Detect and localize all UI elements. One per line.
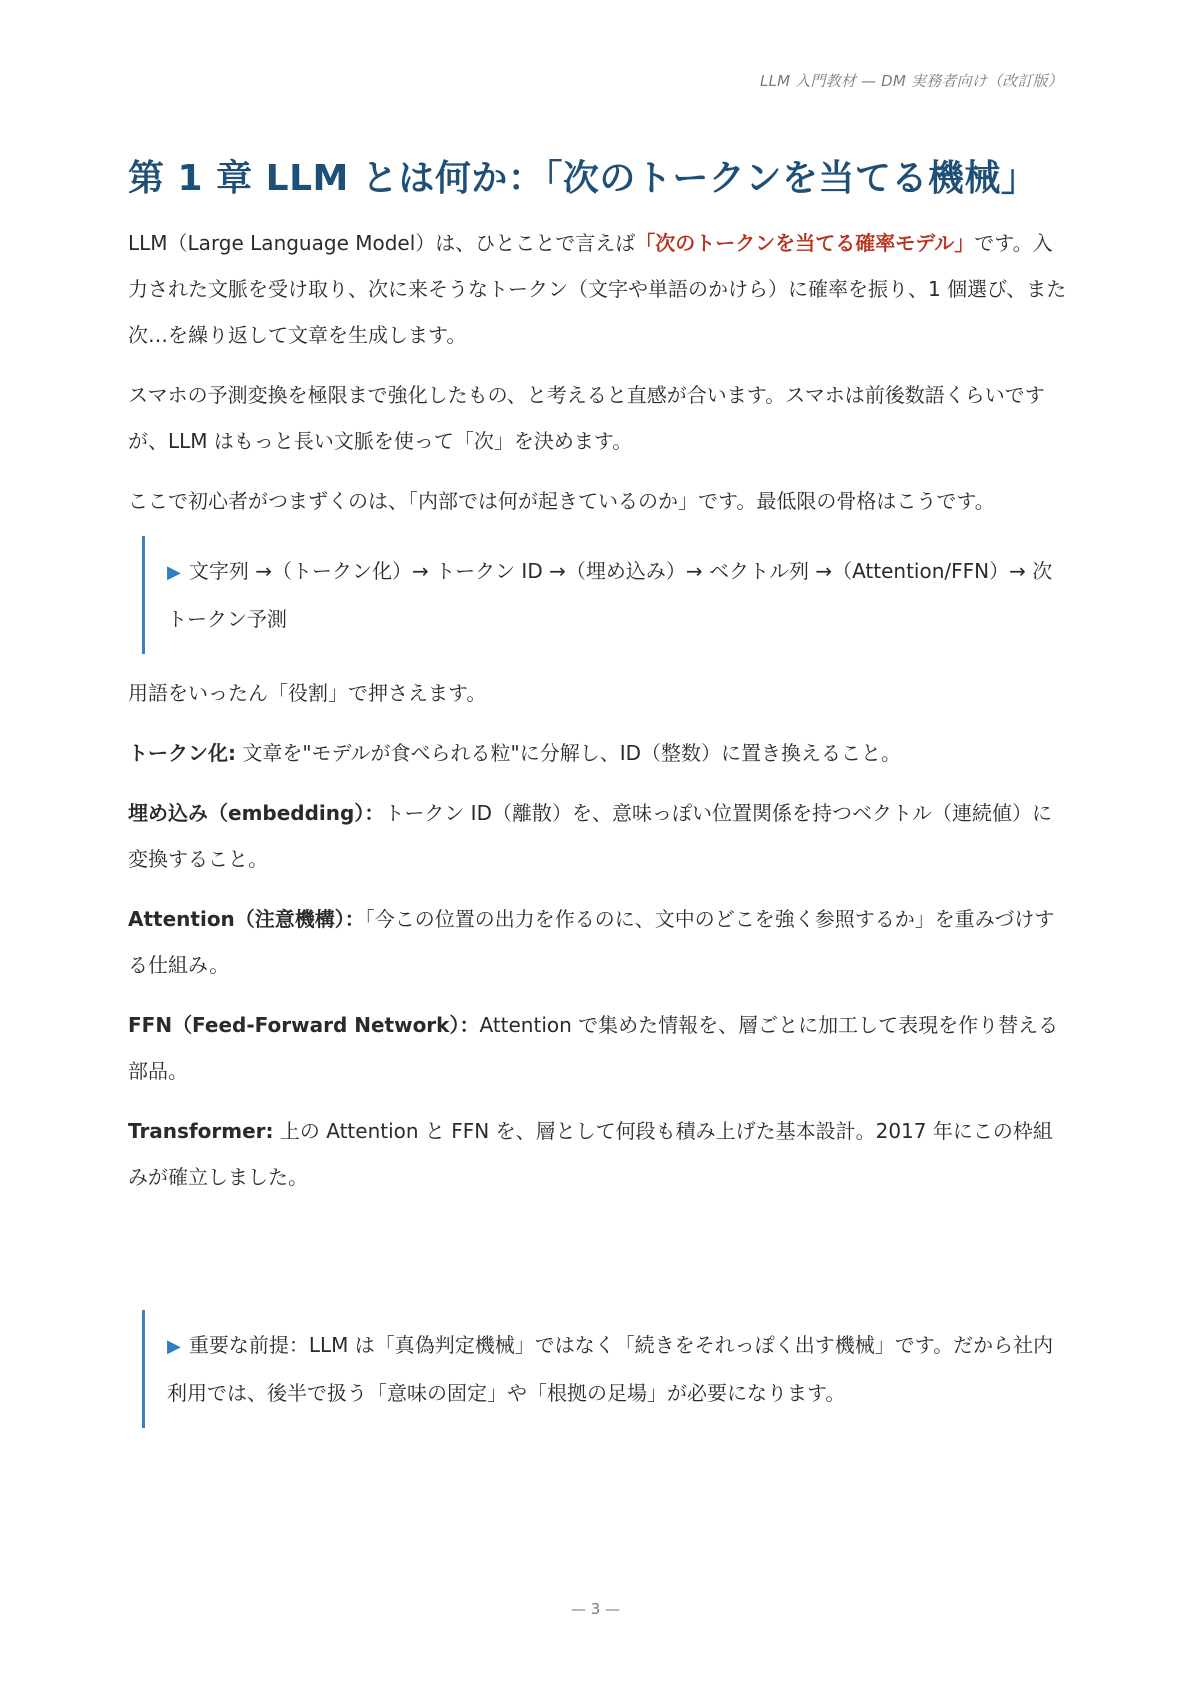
intro-paragraph-1 <box>128 220 1068 358</box>
premise-text: 重要な前提：LLM は「真偽判定機械」ではなく「続きをそれっぽく出す機械」です。だから社内利用では、後半で扱う「意味の固定」や「根拠の足場」が必要になります。 <box>167 1333 1054 1405</box>
term-label: トークン化: <box>128 741 236 765</box>
term-embedding <box>128 790 1068 882</box>
term-label: Transformer: <box>128 1119 274 1143</box>
term-label: Attention（注意機構）： <box>128 907 365 931</box>
term-description: 上の Attention と FFN を、層として何段も積み上げた基本設計。2017 年にこの枠組みが確立しました。 <box>128 1119 1053 1189</box>
body-text <box>128 220 1068 524</box>
intro-paragraph-2: スマホの予測変換を極限まで強化したもの、と考えると直感が合います。スマホは前後数語くらいですが、LLM はもっと長い文脈を使って「次」を決めます。 <box>128 383 1045 453</box>
running-header: LLM 入門教材 — DM 実務者向け（改訂版） <box>759 72 1063 90</box>
terms-intro: 用語をいったん「役割」で押さえます。 <box>128 681 487 705</box>
term-transformer <box>128 1108 1068 1200</box>
pipeline-text: 文字列 →（トークン化）→ トークン ID →（埋め込み）→ ベクトル列 →（Attention/FFN）→ 次トークン予測 <box>167 559 1053 631</box>
term-tokenization <box>128 730 1068 776</box>
term-attention <box>128 896 1068 988</box>
terms-section <box>128 670 1068 1200</box>
term-description: Attention で集めた情報を、層ごとに加工して表現を作り替える部品。 <box>128 1013 1059 1083</box>
intro-paragraph-3: ここで初心者がつまずくのは、「内部では何が起きているのか」です。最低限の骨格はこうです。 <box>128 489 995 513</box>
pipeline-callout <box>142 536 1067 654</box>
term-description: 文章を"モデルが食べられる粒"に分解し、ID（整数）に置き換えること。 <box>236 741 902 765</box>
term-description: 「今この位置の出力を作るのに、文中のどこを強く参照するか」を重みづけする仕組み。 <box>128 907 1055 977</box>
triangle-bullet-icon: ▶ <box>167 562 181 583</box>
key-definition-highlight: 「次のトークンを当てる確率モデル」 <box>635 231 975 255</box>
intro-text-after: です。入力された文脈を受け取り、次に来そうなトークン（文字や単語のかけら）に確率を振り、1 個選び、また次…を繰り返して文章を生成します。 <box>128 231 1067 347</box>
term-description: トークン ID（離散）を、意味っぽい位置関係を持つベクトル（連続値）に変換すること。 <box>128 801 1052 871</box>
chapter-title: 第 1 章 LLM とは何か：「次のトークンを当てる機械」 <box>128 158 1038 199</box>
triangle-bullet-icon: ▶ <box>167 1336 181 1357</box>
term-label: FFN（Feed-Forward Network）： <box>128 1013 480 1037</box>
term-ffn <box>128 1002 1068 1094</box>
premise-callout <box>142 1310 1067 1428</box>
term-label: 埋め込み（embedding）： <box>128 801 385 825</box>
page-number: — 3 — <box>570 1600 621 1618</box>
intro-text-before: LLM（Large Language Model）は、ひとことで言えば <box>128 231 636 255</box>
